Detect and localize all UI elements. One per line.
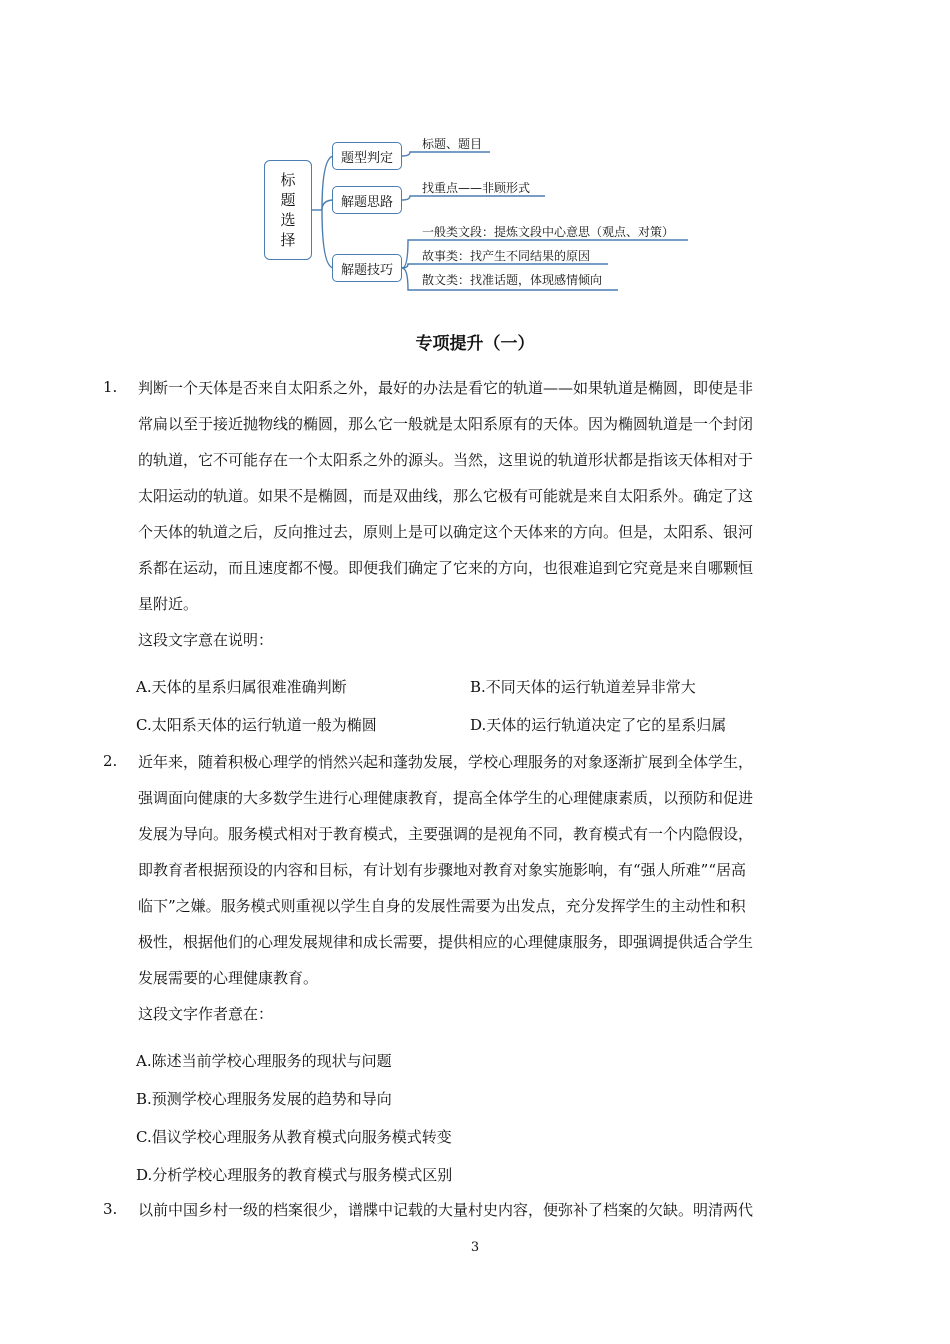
question-number: 2. — [103, 752, 118, 770]
mind-map-root: 标题选择 — [264, 160, 312, 260]
question-text: 近年来，随着积极心理学的悄然兴起和蓬勃发展，学校心理服务的对象逐渐扩展到全体学生， 强调面向健康的大多数学生进行心理健康教育，提高全体学生的心理健康素质，以预防和促进 发展为导向。服务模式相对于教育模式，主要强调的是视角不同，教育模式有一个内隐假设， 即教育者根据预设的内容和目标，有计划有步骤地对教育对象实施影响，有“强人所难”“居高 临下”之嫌。服务模式则重视以学生自身的发展性需要为出发点，充分发挥学生的主动性和积 极性，根据他们的心理发展规律和成长需要，提供相应的心理健康服务，即强调提供适合学生 发展需要的心理健康教育。 这段文字作者意在： — [138, 744, 828, 1032]
question-number: 1. — [103, 378, 118, 396]
branch-question-type: 题型判定 — [332, 142, 402, 170]
leaf-find-focus: 找重点——非顾形式 — [422, 181, 531, 195]
leaf-prose: 散文类：找准话题，体现感情倾向 — [422, 273, 603, 287]
leaf-story: 故事类：找产生不同结果的原因 — [422, 249, 591, 263]
branch-techniques: 解题技巧 — [332, 254, 402, 282]
section-title: 专项提升（一） — [415, 334, 535, 354]
branch-approach: 解题思路 — [332, 186, 402, 214]
option-d[interactable]: D.天体的运行轨道决定了它的星系归属 — [470, 716, 727, 734]
page-number: 3 — [470, 1240, 480, 1255]
option-a[interactable]: A.陈述当前学校心理服务的现状与问题 — [136, 1052, 392, 1070]
option-b[interactable]: B.不同天体的运行轨道差异非常大 — [470, 678, 696, 696]
question-prompt: 这段文字作者意在： — [138, 1005, 274, 1023]
leaf-title: 标题、题目 — [422, 137, 483, 151]
option-d[interactable]: D.分析学校心理服务的教育模式与服务模式区别 — [136, 1166, 453, 1184]
option-a[interactable]: A.天体的星系归属很难准确判断 — [136, 678, 347, 696]
option-c[interactable]: C.倡议学校心理服务从教育模式向服务模式转变 — [136, 1128, 452, 1146]
leaf-general-passage: 一般类文段：提炼文段中心意思（观点、对策） — [422, 225, 675, 239]
question-number: 3. — [103, 1200, 118, 1218]
question-prompt: 这段文字意在说明： — [138, 631, 274, 649]
question-text: 判断一个天体是否来自太阳系之外，最好的办法是看它的轨道——如果轨道是椭圆，即使是非 常扁以至于接近抛物线的椭圆，那么它一般就是太阳系原有的天体。因为椭圆轨道是一个封闭 的轨道，它不可能存在一个太阳系之外的源头。当然，这里说的轨道形状都是指该天体相对于 太阳运动的轨道。如果不是椭圆，而是双曲线，那么它极有可能就是来自太阳系外。确定了这 个天体的轨道之后，反向推过去，原则上是可以确定这个天体来的方向。但是，太阳系、银河 系都在运动，而且速度都不慢。即便我们确定了它来的方向，也很难追到它究竟是来自哪颗恒 星附近。 这段文字意在说明： — [138, 370, 828, 658]
option-b[interactable]: B.预测学校心理服务发展的趋势和导向 — [136, 1090, 392, 1108]
question-text: 以前中国乡村一级的档案很少，谱牒中记载的大量村史内容，便弥补了档案的欠缺。明清两代 — [138, 1201, 754, 1219]
option-c[interactable]: C.太阳系天体的运行轨道一般为椭圆 — [136, 716, 377, 734]
mind-map — [0, 0, 950, 300]
